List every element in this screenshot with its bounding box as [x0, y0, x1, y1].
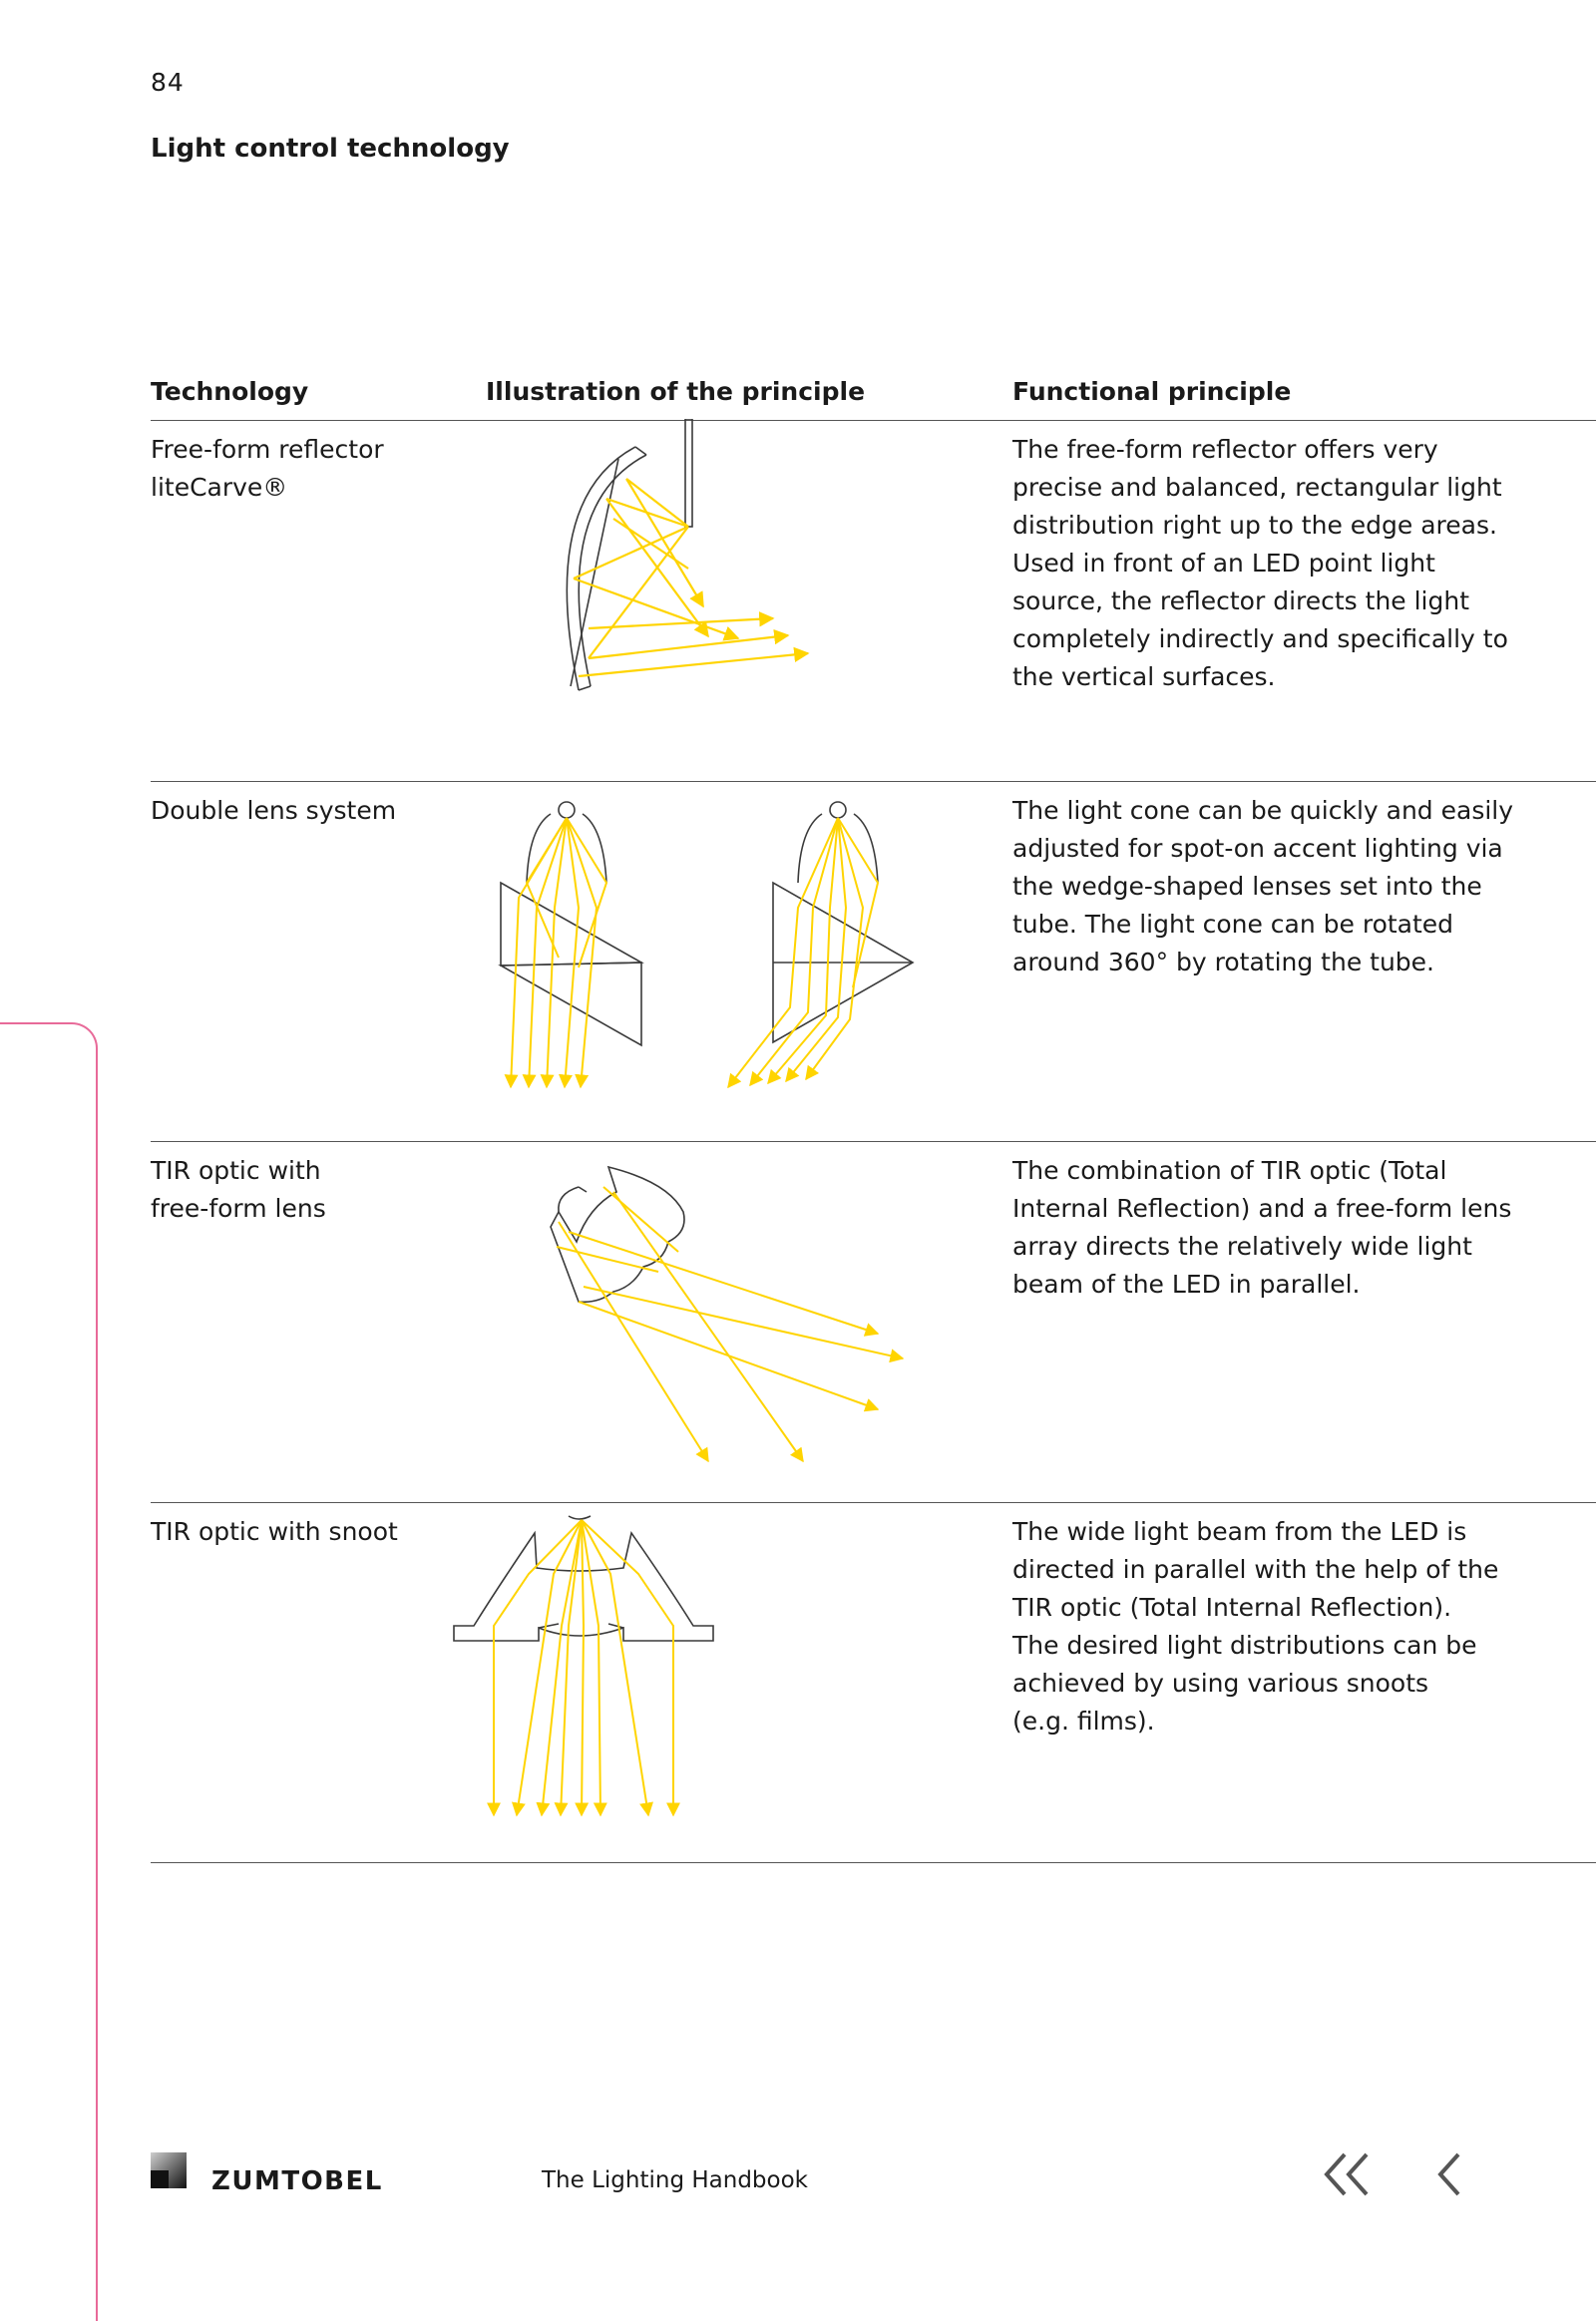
- technology-line: Double lens system: [151, 796, 397, 825]
- column-header-technology: Technology: [151, 377, 309, 406]
- first-page-button[interactable]: [1315, 2142, 1385, 2206]
- description-line: completely indirectly and specifically to: [1012, 624, 1508, 653]
- side-tab-outline: [0, 1022, 98, 2321]
- description-line: array directs the relatively wide light: [1012, 1232, 1472, 1261]
- row-description: [1012, 792, 1571, 981]
- row-technology: [151, 431, 450, 507]
- technology-line: free-form lens: [151, 1194, 326, 1223]
- description-line: source, the reflector directs the light: [1012, 586, 1470, 615]
- row-description: [1012, 1513, 1571, 1741]
- technology-line: Free-form reflector: [151, 435, 384, 464]
- tir-optic-snoot-diagram: [439, 1506, 998, 1835]
- row-divider: [151, 1141, 1596, 1142]
- description-line: tube. The light cone can be rotated: [1012, 910, 1454, 939]
- description-line: adjusted for spot-on accent lighting via: [1012, 834, 1503, 863]
- row-divider: [151, 781, 1596, 782]
- description-line: The wide light beam from the LED is: [1012, 1517, 1467, 1546]
- table-bottom-rule: [151, 1862, 1596, 1863]
- description-line: The combination of TIR optic (Total: [1012, 1156, 1447, 1185]
- description-line: distribution right up to the edge areas.: [1012, 511, 1497, 540]
- description-line: directed in parallel with the help of the: [1012, 1555, 1499, 1584]
- free-form-reflector-diagram: [439, 419, 998, 748]
- description-line: achieved by using various snoots: [1012, 1669, 1429, 1698]
- description-line: TIR optic (Total Internal Reflection).: [1012, 1593, 1452, 1622]
- row-divider: [151, 1502, 1596, 1503]
- description-line: beam of the LED in parallel.: [1012, 1270, 1361, 1299]
- description-line: (e.g. films).: [1012, 1707, 1155, 1736]
- row-technology: [151, 1513, 450, 1551]
- description-line: Internal Reflection) and a free-form lens: [1012, 1194, 1512, 1223]
- page-title: Light control technology: [151, 134, 510, 164]
- chevron-left-icon: [1424, 2142, 1474, 2206]
- column-header-functional: Functional principle: [1012, 377, 1292, 406]
- description-line: the wedge-shaped lenses set into the: [1012, 872, 1482, 901]
- row-description: [1012, 431, 1571, 696]
- row-technology: [151, 792, 450, 830]
- description-line: The desired light distributions can be: [1012, 1631, 1477, 1660]
- zumtobel-logo-icon: [151, 2152, 187, 2188]
- technology-line: TIR optic with snoot: [151, 1517, 398, 1546]
- technology-line: TIR optic with: [151, 1156, 321, 1185]
- technology-line: liteCarve®: [151, 473, 288, 502]
- row-description: [1012, 1152, 1571, 1304]
- brand-name: ZUMTOBEL: [211, 2166, 383, 2196]
- column-header-illustration: Illustration of the principle: [486, 377, 866, 406]
- tir-optic-free-form-lens-diagram: [439, 1152, 998, 1481]
- double-chevron-left-icon: [1315, 2142, 1385, 2206]
- description-line: precise and balanced, rectangular light: [1012, 473, 1502, 502]
- description-line: The light cone can be quickly and easily: [1012, 796, 1514, 825]
- row-technology: [151, 1152, 450, 1228]
- book-title: The Lighting Handbook: [542, 2167, 808, 2193]
- description-line: The free-form reflector offers very: [1012, 435, 1438, 464]
- description-line: Used in front of an LED point light: [1012, 549, 1435, 578]
- page-number: 84: [151, 68, 185, 97]
- previous-page-button[interactable]: [1424, 2142, 1494, 2206]
- double-lens-system-diagram: [439, 788, 998, 1117]
- description-line: the vertical surfaces.: [1012, 662, 1276, 691]
- description-line: around 360° by rotating the tube.: [1012, 948, 1434, 976]
